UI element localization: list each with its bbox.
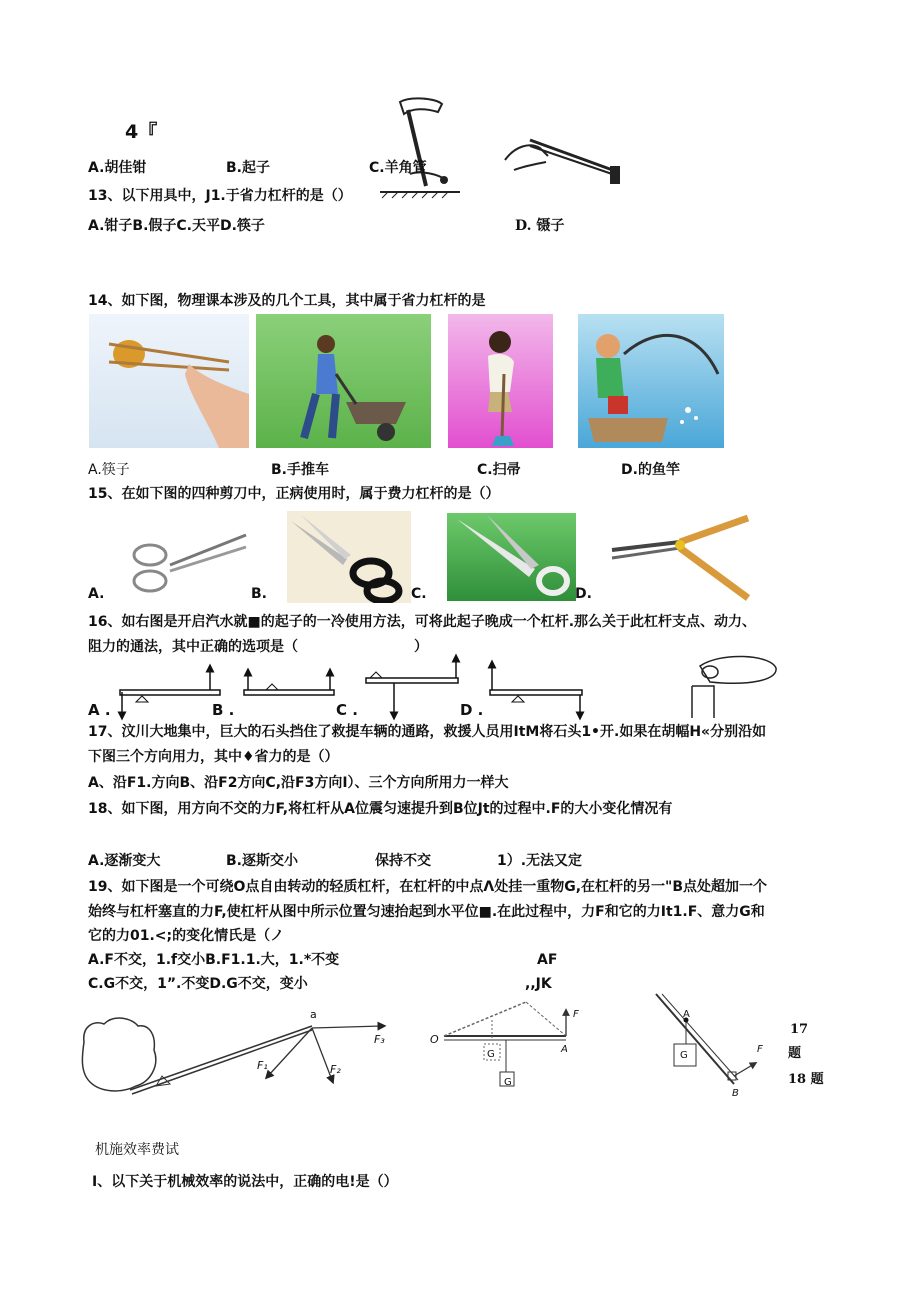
label-b: B: [732, 1088, 739, 1099]
figure-title-mark: 题: [788, 1046, 802, 1061]
lever-label-b: B .: [212, 701, 235, 719]
question-17-options: A、沿F1.方向B、沿F2方向C,沿F3方向I）、三个方向所用力一样大: [88, 775, 509, 791]
figure-number-18: 18 题: [788, 1072, 824, 1087]
scissors-d-image: [610, 512, 752, 604]
question-19-line3: 它的力01.<;的变化情氏是（ノ: [88, 928, 285, 944]
section-title: 机施效率费试: [95, 1142, 179, 1158]
question-14: 14、如下图，物理课本涉及的几个工具，其中属于省力杠杆的是: [88, 293, 486, 309]
lever-label-d: D .: [460, 701, 484, 719]
figure-d-label: D. 镊子: [515, 218, 565, 234]
question-16-line2: 阻力的通法，其中正确的选项是（: [88, 639, 298, 655]
q18-option-a: A.逐渐变大: [88, 853, 161, 869]
scissors-label-d: D.: [575, 586, 592, 602]
question-17-line1: 17、汶川大地集中，巨大的石头挡住了救提车辆的通路，救援人员用ItM将石头1•开.如果在胡幅H«分别沿如: [88, 724, 767, 740]
lever-label-a: A .: [88, 701, 111, 719]
label-f1: F₁: [257, 1059, 268, 1072]
figure-number-17: 17: [790, 1022, 809, 1037]
chopsticks-photo: [89, 314, 249, 448]
side-note-jk: ,,JK: [525, 976, 552, 992]
question-15: 15、在如下图的四种剪刀中，正病使用时，属于费力杠杆的是（）: [88, 486, 500, 502]
question-13-options: A.钳子B.假子C.天平D.筷子: [88, 218, 265, 234]
scissors-label-a: A.: [88, 586, 105, 602]
q18-option-d: 1）.无法又定: [497, 853, 583, 869]
label-g: G: [504, 1077, 512, 1088]
option-d-fishing-rod: D.的鱼竿: [621, 462, 680, 478]
option-a-chopsticks: A.筷子: [88, 462, 130, 478]
q18-option-c: 保持不交: [375, 853, 431, 869]
label-o: O: [430, 1033, 439, 1046]
tweezers-figure: [500, 130, 630, 190]
scissors-a-image: [120, 515, 252, 600]
question-18: 18、如下图，用方向不交的力F,将杠杆从A位震匀速提升到B位Jt的过程中.F的大小变化情况有: [88, 801, 673, 817]
label-g-right: G: [680, 1050, 688, 1061]
scissors-c-image: [447, 513, 576, 601]
q18-option-b: B.逐斯交小: [226, 853, 298, 869]
choice-a-pliers: A.胡佳钳: [88, 160, 147, 176]
question-17-line2: 下图三个方向用力，其中♦省力的是（）: [88, 749, 339, 765]
question-19-line1: 19、如下图是一个可绕O点自由转动的轻质杠杆，在杠杆的中点Λ处挂一重物G,在杠杆的另一"B点处超加一个: [88, 879, 767, 895]
label-a-top: A: [683, 1009, 690, 1020]
label-a: A: [561, 1044, 568, 1055]
label-f: F: [573, 1009, 579, 1020]
choice-c-claw-hammer: C.羊角管: [369, 160, 427, 176]
question-13: 13、以下用具中，J1.于省力杠杆的是（）: [88, 188, 352, 204]
scissors-label-c: C.: [411, 586, 427, 602]
section-question-1: I、以下关于机械效率的说法中，正确的电!是（）: [92, 1174, 398, 1190]
claw-hammer-figure: [380, 94, 460, 202]
option-c-broom: C.扫帚: [477, 462, 521, 478]
broom-photo: [448, 314, 553, 448]
label-f-right: F: [757, 1044, 763, 1055]
wheelbarrow-photo: [256, 314, 431, 448]
option-b-wheelbarrow: B.手推车: [271, 462, 329, 478]
scissors-label-b: B.: [251, 586, 267, 602]
question-16-line2-end: ）: [414, 639, 428, 655]
label-a-point: a: [310, 1008, 317, 1021]
lever-a-to-b-diagram: [650, 992, 760, 1102]
lever-label-c: C .: [336, 701, 358, 719]
fishing-rod-photo: [578, 314, 724, 448]
choice-b-screwdriver: B.起子: [226, 160, 270, 176]
question-16-line1: 16、如右图是开启汽水就■的起子的一冷使用方法，可将此起子晚成一个杠杆.那么关于此杠杆支点、动力、: [88, 614, 757, 630]
rock-crowbar-diagram: [80, 1010, 400, 1100]
label-g-dashed: G: [487, 1049, 495, 1060]
question-19-options-ab: A.F不交，1.f交小B.F1.1.大，1.*不变: [88, 952, 340, 968]
heading-fragment: 4『: [125, 121, 158, 143]
label-f2: F₂: [330, 1063, 341, 1076]
label-f3: F₃: [374, 1033, 385, 1046]
bottle-opener-figure: [680, 652, 780, 720]
question-19-options-cd: C.G不交，1”.不变D.G不交，变小: [88, 976, 308, 992]
question-19-line2: 始终与杠杆塞直的力F,使杠杆从图中所示位置匀速抬起到水平位■.在此过程中，力F和它的力It1.F、意力G和: [88, 904, 765, 920]
side-note-af: AF: [537, 952, 558, 968]
lever-options-diagram: [88, 650, 688, 722]
scissors-b-image: [287, 511, 411, 603]
